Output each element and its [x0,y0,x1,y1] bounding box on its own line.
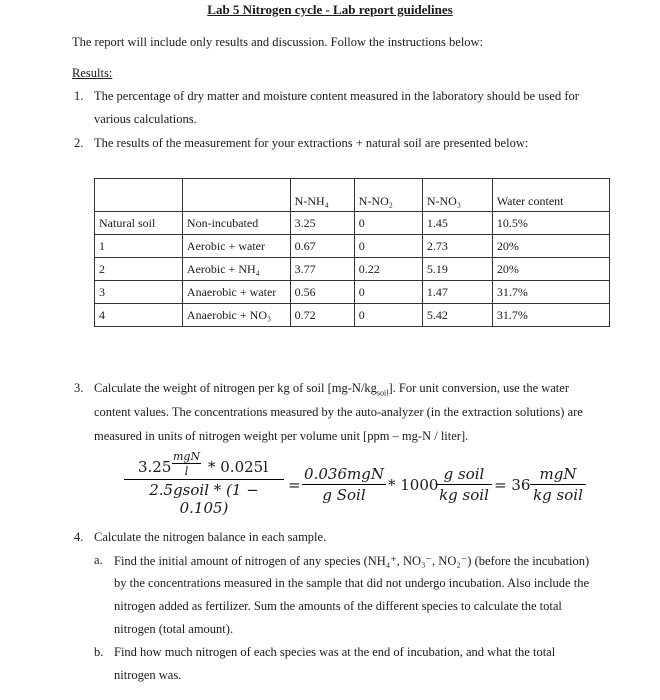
table-header-cell [95,179,183,212]
formula-equals-result: = 36 [494,476,531,494]
table-header-cell: N-NH₄ [290,179,354,212]
table-cell: 0 [354,281,422,304]
item-4b-label: b. [94,645,104,659]
formula-fraction-2 [302,465,386,504]
table-header-cell [182,179,290,212]
table-cell: 0.22 [354,258,422,281]
item-3-line-2: content values. The concentrations measured by the auto-analyzer (in the extraction solutions) are [94,405,583,419]
table-cell: Anaerobic + water [182,281,290,304]
results-heading: Results: [72,66,113,80]
table-cell: 0 [354,235,422,258]
formula-unit-bottom: l [184,465,189,478]
table-cell: 20% [492,235,609,258]
item-3-line-1-start: Calculate the weight of nitrogen per kg of soil [mg-N/kg [94,381,377,395]
page-title: Lab 5 Nitrogen cycle - Lab report guidelines [207,2,453,17]
table-cell: Anaerobic + NO₃ [182,304,290,327]
table-cell: 3.77 [290,258,354,281]
item-1-line-2: various calculations. [94,112,197,126]
item-3-number: 3. [74,381,84,395]
formula-times-1000: * 1000 [388,476,439,494]
item-4-number: 4. [74,530,84,544]
item-4a-label: a. [94,553,103,567]
table-cell: 31.7% [492,304,609,327]
table-cell: Aerobic + water [182,235,290,258]
formula-equals-1: = [288,476,301,494]
formula-numerator-2: 0.036mgN [302,465,386,485]
table-cell: 2 [95,258,183,281]
formula-denominator-3: kg soil [439,486,489,504]
table-row [95,212,610,235]
item-4a-line-1: Find the initial amount of nitrogen of any species (NH₄⁺, NO₃⁻, NO₂⁻) (before the incubation) [114,554,590,568]
table-header-cell: N-NO₃ [422,179,492,212]
table-header-cell: Water content [492,179,609,212]
formula-fraction-4 [530,465,586,504]
formula-numerator-3: g soil [436,465,492,485]
table-row [95,258,610,281]
formula-numerator-1 [124,452,284,480]
table-cell: 1.47 [422,281,492,304]
table-cell: 0.72 [290,304,354,327]
item-3-subscript: soil [376,388,389,398]
item-3-line-1 [94,381,569,398]
formula-coefficient: 3.25 [138,458,172,476]
table-cell: 1.45 [422,212,492,235]
item-2-line-1: The results of the measurement for your extractions + natural soil are presented below: [94,136,529,150]
table-cell: 5.42 [422,304,492,327]
item-4b-line-1: Find how much nitrogen of each species was at the end of incubation, and what the total [114,645,556,659]
table-cell: 1 [95,235,183,258]
formula-unit-fraction [172,450,201,478]
item-4a-line-2: by the concentrations measured in the sample that did not undergo incubation. Also include the [114,576,590,590]
table-cell: Natural soil [95,212,183,235]
item-2-number: 2. [74,136,84,150]
table-cell: 2.73 [422,235,492,258]
formula-numerator-4: mgN [530,465,586,485]
table-row [95,304,610,327]
table-row [95,281,610,304]
table-cell: 0.67 [290,235,354,258]
intro-text: The report will include only results and discussion. Follow the instructions below: [72,35,484,49]
item-3-line-3: measured in units of nitrogen weight per volume unit [ppm – mg-N / liter]. [94,429,469,443]
formula-fraction-3 [436,465,492,504]
formula-fraction-1 [124,452,284,517]
formula-unit-top: mgN [173,450,201,463]
table-cell: 3 [95,281,183,304]
table-cell: Aerobic + NH₄ [182,258,290,281]
table-cell: 5.19 [422,258,492,281]
formula-numerator-rest: * 0.025l [208,458,269,476]
table-cell: Non-incubated [182,212,290,235]
table-cell: 10.5% [492,212,609,235]
table-cell: 0 [354,212,422,235]
item-1-number: 1. [74,89,84,103]
results-table [94,178,610,327]
table-row [95,235,610,258]
formula-denominator-2: g Soil [322,486,366,504]
item-1-line-1: The percentage of dry matter and moisture content measured in the laboratory should be used for [94,89,579,103]
table-cell: 31.7% [492,281,609,304]
table-header-row [95,179,610,212]
formula-denominator-4: kg soil [533,486,583,504]
table-cell: 20% [492,258,609,281]
table-cell: 0.56 [290,281,354,304]
item-4-line-1: Calculate the nitrogen balance in each sample. [94,530,327,544]
table-cell: 0 [354,304,422,327]
item-4a-line-3: nitrogen added as fertilizer. Sum the amounts of the different species to calculate the total [114,599,562,613]
formula-denominator-1: 2.5gsoil * (1 − 0.105) [149,481,259,517]
item-4b-line-2: nitrogen was. [114,668,182,682]
table-header-cell: N-NO₂ [354,179,422,212]
item-3-line-1-end: ]. For unit conversion, use the water [388,381,569,395]
table-cell: 3.25 [290,212,354,235]
table-cell: 4 [95,304,183,327]
item-4a-line-4: nitrogen (total amount). [114,622,234,636]
